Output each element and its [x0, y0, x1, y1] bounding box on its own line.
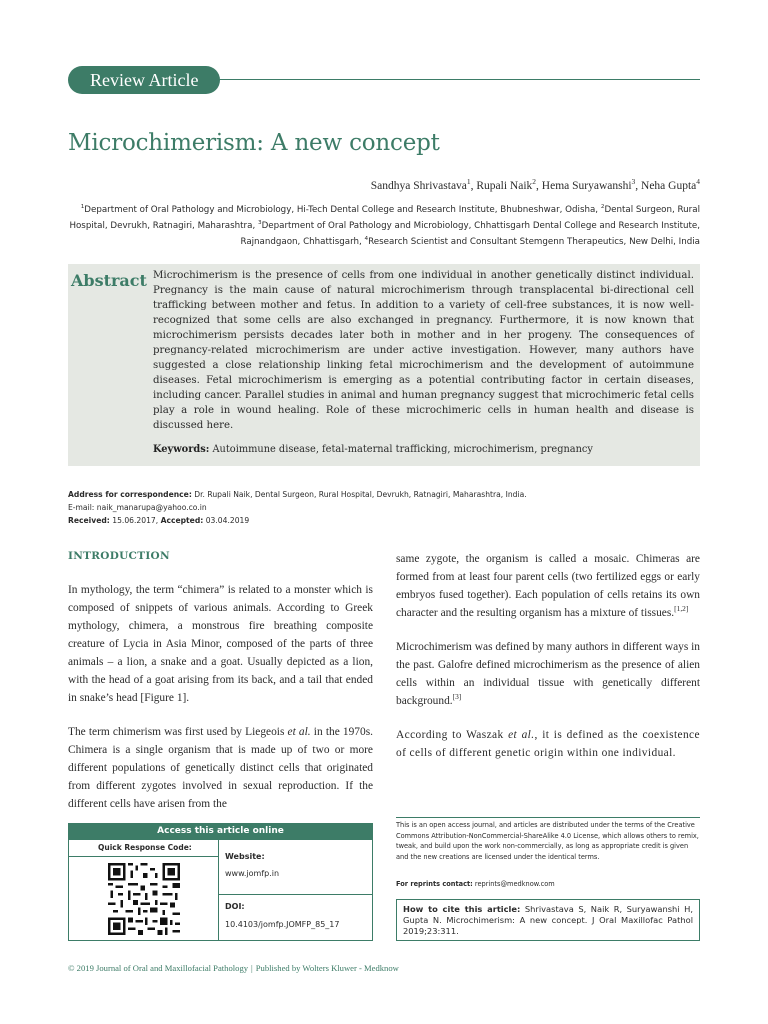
affil-text: Research Scientist and Consultant Stemgenn Therapeutics, New Delhi, India — [368, 237, 700, 247]
license-text: This is an open access journal, and articles are distributed under the terms of the Creative Commons Attribution-NonCommercial-ShareAlike 4.0 License, which allows others to remix, tweak, and build upon the work non-commercially, as long as appropriate credit is given and the new creations are licensed under the identical terms. — [396, 821, 699, 861]
accepted-label: Accepted: — [160, 516, 204, 525]
reprints-contact — [396, 880, 555, 888]
paragraph — [68, 723, 373, 813]
keywords — [153, 444, 694, 455]
paragraph — [396, 550, 700, 622]
how-to-cite-box — [396, 899, 700, 941]
header-rule — [210, 79, 700, 80]
correspondence-block — [68, 488, 527, 527]
doi-label: DOI: — [225, 902, 245, 911]
publisher-text: Published by Wolters Kluwer - Medknow — [255, 963, 399, 973]
affil-sup: 2 — [600, 204, 605, 211]
author-sup: 2 — [532, 177, 537, 187]
address-text: Dr. Rupali Naik, Dental Surgeon, Rural Hospital, Devrukh, Ratnagiri, Maharashtra, India. — [194, 490, 527, 499]
footer-separator: | — [251, 963, 253, 973]
author-name: Neha Gupta — [641, 180, 697, 192]
paragraph: In mythology, the term “chimera” is related to a monster which is composed of snippets of various animals. According to Greek mythology, chimera, a monstrous fire breathing composite creature of Lycia in Asia Minor, composed of the parts of three animals – a lion, a snake and a goat. Usually depicted as a lion, with the head of a goat arising from its back, and a tail that ended in snake’s head [Figure 1]. — [68, 584, 373, 704]
citation-ref[interactable]: [3] — [452, 692, 462, 702]
received-label: Received: — [68, 516, 110, 525]
text-run: same zygote, the organism is called a mosaic. Chimeras are formed from at least four parent cells (two fertilized eggs or early embryos fused together). Each population of cells retains its own character and the resulting organism has a mixture of tissues. — [396, 553, 700, 619]
text-run: According to Waszak — [396, 729, 509, 741]
abstract-text: Microchimerism is the presence of cells from one individual in another genetically distinct individual. Pregnancy is the main cause of natural microchimerism through transplacental bi-directional cell trafficking between mother and fetus. In addition to a variety of cell-free substances, it is now well-recognized that some cells are also exchanged in pregnancy. Furthermore, it is now known that microchimerism persists decades later both in mother and in her progeny. The consequences of pregnancy-related microchimerism are under active investigation. However, many authors have suggested a close relationship linking fetal microchimerism and the development of autoimmune diseases. Fetal microchimerism is emerging as a potential contributing factor in certain diseases, including cancer. Parallel studies in animal and human pregnancy suggest that microchimeric fetal cells play a role in wound healing. Role of these microchimeric cells in human health and disease is discussed here. — [153, 270, 694, 431]
article-type-tab: Review Article — [68, 66, 220, 94]
paragraph — [396, 638, 700, 710]
article-title: Microchimerism: A new concept — [68, 130, 440, 156]
license-rule — [396, 817, 700, 818]
divider — [68, 856, 218, 857]
keywords-label: Keywords: — [153, 444, 210, 455]
qr-code-icon[interactable] — [108, 863, 180, 935]
website-link[interactable]: www.jomfp.in — [225, 869, 280, 878]
author-name: Sandhya Shrivastava — [370, 180, 467, 192]
affil-text: Dental Surgeon, Rural Hospital, Devrukh, Ratnagiri, Maharashtra, — [69, 205, 700, 231]
address-label: Address for correspondence: — [68, 490, 192, 499]
text-run: in the 1970s. Chimera is a single organism that is made up of two or more different populations of genetically distinct cells that originated from different zygotes involved in sexual reproduction. If the different cells have arisen from the — [68, 726, 373, 810]
author-name: Hema Suryawanshi — [541, 180, 632, 192]
author-sup: 4 — [696, 177, 700, 187]
received-date: 15.06.2017, — [112, 516, 159, 525]
cite-text: Shrivastava S, Naik R, Suryawanshi H, Gupta N. Microchimerism: A new concept. J Oral Maxillofac Pathol 2019;23:311. — [403, 904, 694, 936]
author-sup: 1 — [466, 177, 471, 187]
affil-text: Department of Oral Pathology and Microbiology, Chhattisgarh Dental College and Research Institute, Rajnandgaon, Chhattisgarh, — [240, 221, 700, 247]
divider — [218, 894, 373, 895]
doi-link[interactable]: 10.4103/jomfp.JOMFP_85_17 — [225, 920, 340, 929]
citation-ref[interactable]: [1,2] — [674, 604, 689, 614]
paragraph — [396, 726, 700, 762]
email-label: E-mail: — [68, 503, 95, 512]
text-run: Microchimerism was defined by many authors in different ways in the past. Galofre defined microchimerism as the presence of alien cells within an individual tissue with genetically different background. — [396, 641, 700, 707]
reprints-email[interactable]: reprints@medknow.com — [474, 880, 555, 888]
body-column-left — [68, 581, 373, 829]
abstract-heading: Abstract — [71, 271, 147, 290]
keywords-text: Autoimmune disease, fetal-maternal trafficking, microchimerism, pregnancy — [212, 444, 593, 455]
access-box-header: Access this article online — [68, 823, 373, 840]
reprints-label: For reprints contact: — [396, 880, 473, 888]
author-list: Sandhya Shrivastava$^1$, Rupali Naik$^2$, Hema Suryawanshi$^3$, Neha Gupta$^4$ — [370, 177, 700, 192]
text-run: The term chimerism was first used by Liegeois — [68, 726, 288, 738]
author-sup: 3 — [631, 177, 636, 187]
body-column-right — [396, 550, 700, 778]
email-text[interactable]: naik_manarupa@yahoo.co.in — [96, 503, 207, 512]
page-footer — [68, 963, 399, 973]
text-run: , it is defined as the coexistence of cells of different genetic origin within one individual. — [396, 729, 700, 759]
section-heading: INTRODUCTION — [68, 550, 170, 562]
affiliations — [68, 202, 700, 250]
affil-text: Department of Oral Pathology and Microbiology, Hi-Tech Dental College and Research Institute, Bhubneshwar, Odisha, — [84, 205, 601, 215]
affil-sup: 3 — [257, 220, 262, 227]
copyright-text: © 2019 Journal of Oral and Maxillofacial Pathology — [68, 963, 249, 973]
cite-label: How to cite this article: — [403, 904, 521, 914]
affil-sup: 4 — [364, 236, 369, 243]
website-label: Website: — [225, 852, 265, 861]
accepted-date: 03.04.2019 — [205, 516, 250, 525]
et-al: et al. — [508, 729, 535, 741]
divider — [218, 840, 219, 941]
et-al: et al. — [287, 726, 311, 738]
author-name: Rupali Naik — [476, 180, 533, 192]
affil-sup: 1 — [80, 204, 85, 211]
qr-label: Quick Response Code: — [98, 843, 192, 852]
